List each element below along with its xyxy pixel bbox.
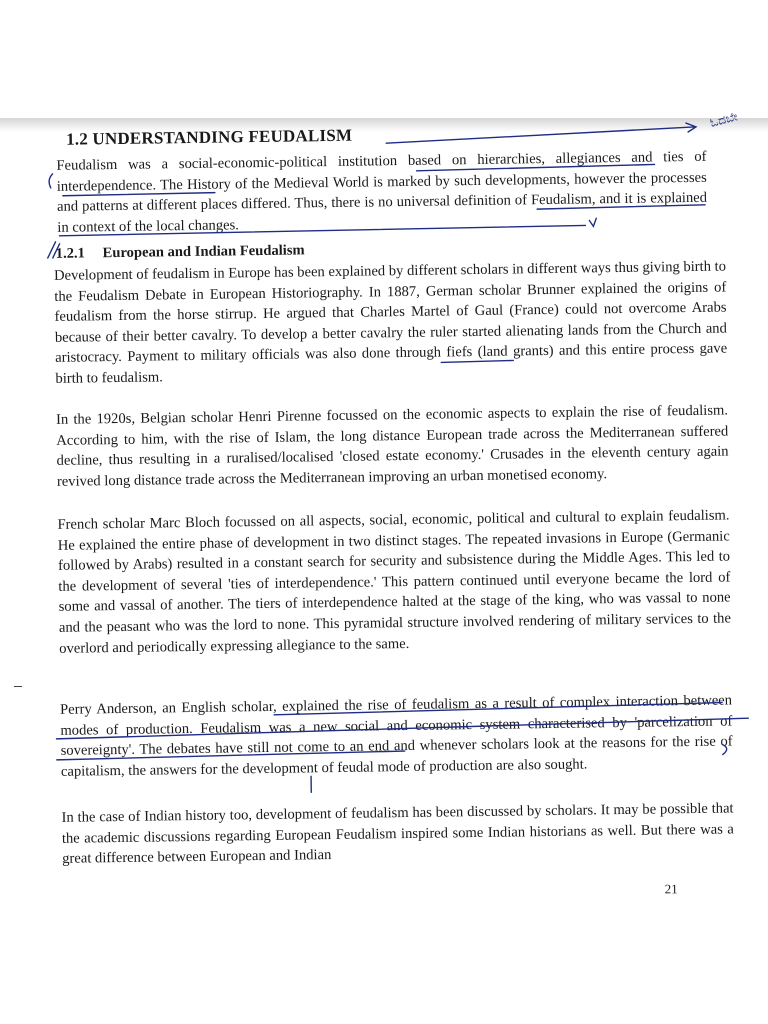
subsection-number: 1.2.1 [55,245,86,262]
paragraph-anderson: Perry Anderson, an English scholar, explained the rise of feudalism as a result of complex interaction between modes of production. Feudalism was a new social and economic system characterised by 'parcelization of sovereignty'. The debates have still not come to an end and whenever scholars look at the reasons for the rise of capitalism, the answers for the development of feudal mode of production are also sought. [59,692,733,780]
margin-mark [14,686,22,687]
paragraph-indian-history: In the case of Indian history too, development of feudalism has been discussed by scholars. It may be possible that the academic discussions regarding European Feudalism inspired some Indian historians as well. But there was a great difference between European and Indian [61,800,734,868]
intro-paragraph: Feudalism was a social-economic-political institution based on hierarchies, allegiances and ties of interdependence. The History of the Medieval World is marked by such developments, however the processes and patterns at different places differed. Thus, there is no universal definition of Feudalism, and it is explained in context of the local changes. [56,148,708,236]
paragraph-pirenne: In the 1920s, Belgian scholar Henri Pirenne focussed on the economic aspects to explain the rise of feudalism. According to him, with the rise of Islam, the long distance European trade across the Mediterranean suffered decline, thus resulting in a ruralised/localised 'closed estate economy.' Crusades in the eleventh century again revived long distance trade across the Mediterranean improving an urban monetised economy. [55,402,729,490]
section-title: 1.2 UNDERSTANDING FEUDALISM [65,125,353,149]
subsection-title: European and Indian Feudalism [102,242,305,262]
intro-bracket-mark [49,174,53,188]
subsection-heading [56,242,305,262]
page-number: 21 [664,881,678,897]
paragraph-brunner: Development of feudalism in Europe has been explained by different scholars in different ways thus giving birth to the Feudalism Debate in European Historiography. In 1887, German scholar Brunner explained the origins of feudalism from the horse stirrup. He argued that Charles Martel of Gaul (France) could not overcome Arabs because of their better cavalry. To develop a better cavalry the ruler started alienating lands from the Church and aristocracy. Payment to military officials was also done through fiefs (land grants) and this entire process gave birth to feudalism. [53,258,728,387]
paragraph-bloch: French scholar Marc Bloch focussed on all aspects, social, economic, political and cultural to explain feudalism. He explained the entire phase of development in two distinct stages. The repeated invasions in Europe (Germanic followed by Arabs) resulted in a constant search for security and subsistence during the Middle Ages. This led to the development of several 'ties of interdependence.' This pattern continued until everyone became the lord of some and vassal of another. The tiers of interdependence halted at the stage of the king, who was vassal to none and the peasant who was the lord to none. This pyramidal structure involved rendering of military services to the overlord and periodically expressing allegiance to the same. [57,507,731,657]
handwritten-margin-note: ಓದಬೇ [708,109,740,130]
